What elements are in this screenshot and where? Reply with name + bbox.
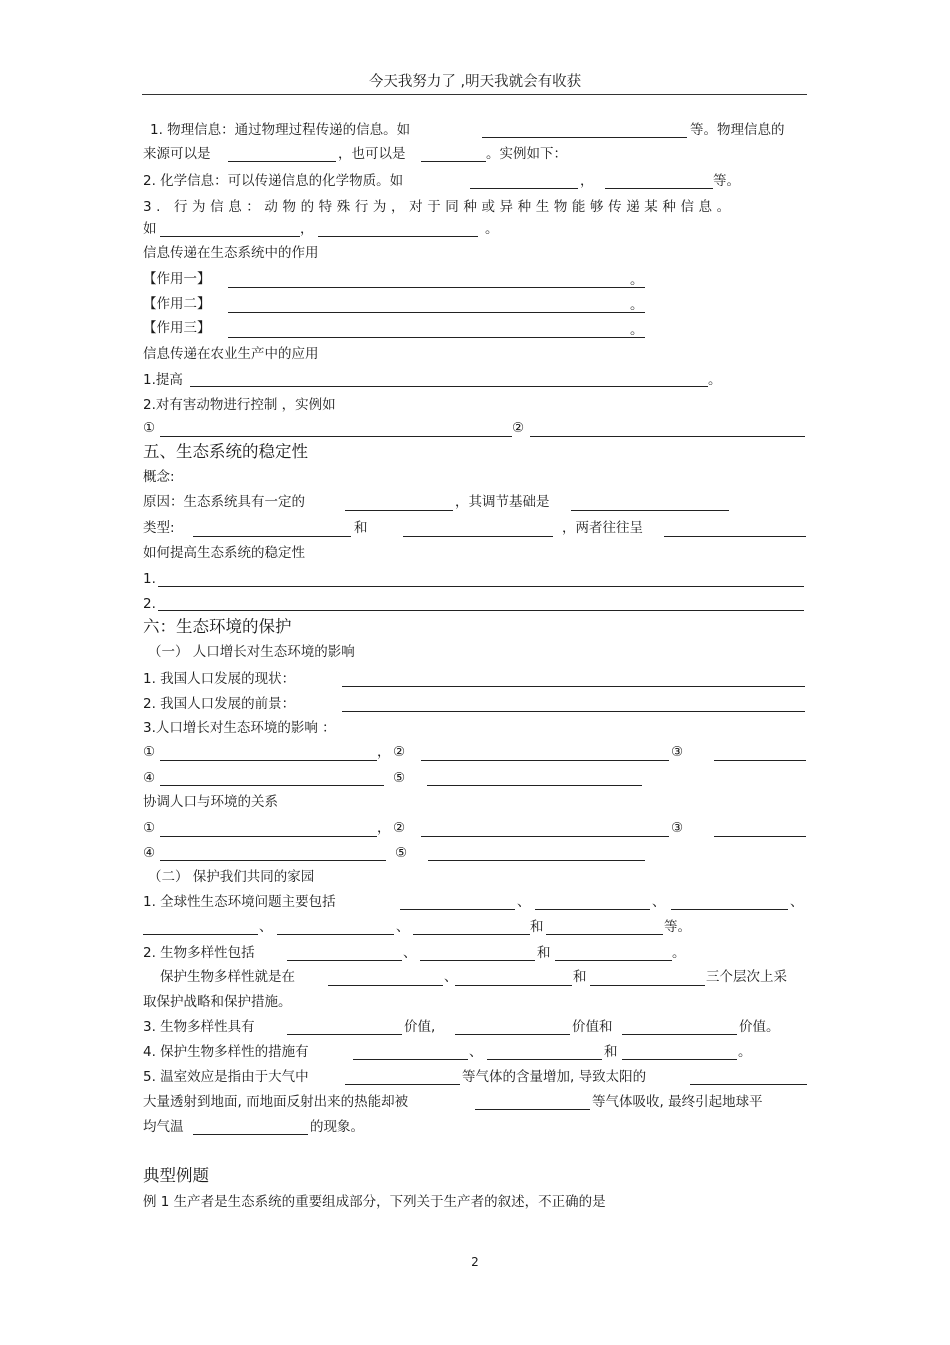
improve-title: 如何提高生态系统的稳定性: [143, 545, 305, 561]
circle-1: ①: [143, 744, 156, 760]
value-label: 3. 生物多样性具有: [143, 1019, 255, 1035]
blank[interactable]: [571, 510, 729, 511]
behavior-example-label: 如: [143, 221, 157, 237]
value-word: 价值,: [404, 1019, 436, 1035]
period: 。: [630, 297, 644, 313]
blank[interactable]: [530, 436, 805, 437]
blank[interactable]: [228, 312, 645, 313]
sep: 、: [444, 969, 458, 985]
blank[interactable]: [421, 161, 486, 162]
example-question-1: 例 1 生产者是生态系统的重要组成部分，下列关于生产者的叙述，不正确的是: [143, 1194, 606, 1210]
greenhouse-text-4: 等气体吸收, 最终引起地球平: [592, 1094, 763, 1110]
greenhouse-text-1: 5. 温室效应是指由于大气中: [143, 1069, 309, 1085]
blank[interactable]: [622, 1059, 737, 1060]
period: 。: [738, 1044, 752, 1060]
cause-label-2: ，其调节基础是: [455, 494, 550, 510]
physical-info-text-2: 等。物理信息的: [690, 122, 785, 138]
comma: ，: [377, 744, 391, 760]
circle-5: ⑤: [393, 770, 406, 786]
blank[interactable]: [690, 1084, 807, 1085]
blank[interactable]: [470, 188, 578, 189]
sep: 、: [259, 919, 273, 935]
blank[interactable]: [455, 985, 572, 986]
and-label: 和: [530, 919, 544, 935]
etc-label: 等。: [664, 919, 691, 935]
sep: 、: [396, 919, 410, 935]
blank[interactable]: [193, 1134, 308, 1135]
chemical-info-end: 等。: [713, 173, 740, 189]
num-1: 1.: [143, 571, 156, 587]
blank[interactable]: [160, 236, 300, 237]
greenhouse-text-5: 均气温: [143, 1119, 184, 1135]
role-1-label: 【作用一】: [143, 271, 211, 287]
section-heading-stability: 五、生态系统的稳定性: [143, 442, 308, 461]
blank[interactable]: [160, 436, 512, 437]
blank[interactable]: [228, 287, 645, 288]
blank[interactable]: [160, 836, 377, 837]
sep: 、: [652, 894, 666, 910]
role-2-label: 【作用二】: [143, 296, 211, 312]
role-title: 信息传递在生态系统中的作用: [143, 245, 319, 261]
blank[interactable]: [158, 586, 804, 587]
pop-prospect-label: 2. 我国人口发展的前景：: [143, 696, 296, 712]
physical-example-label: 。实例如下：: [486, 146, 567, 162]
circle-3: ③: [671, 820, 684, 836]
agri-title: 信息传递在农业生产中的应用: [143, 346, 319, 362]
circle-2: ②: [512, 420, 525, 436]
protect-levels-label-2: 三个层次上采: [706, 969, 787, 985]
blank[interactable]: [353, 1059, 468, 1060]
protect-levels-label: 保护生物多样性就是在: [160, 969, 295, 985]
blank[interactable]: [328, 985, 443, 986]
blank[interactable]: [487, 1059, 602, 1060]
blank[interactable]: [403, 536, 553, 537]
and-label: 和: [537, 945, 551, 961]
protect-levels-label-3: 取保护战略和保护措施。: [143, 994, 292, 1010]
physical-source-label-2: ，也可以是: [338, 146, 406, 162]
greenhouse-text-6: 的现象。: [310, 1119, 364, 1135]
example-heading: 典型例题: [143, 1166, 209, 1185]
measures-label: 4. 保护生物多样性的措施有: [143, 1044, 309, 1060]
blank[interactable]: [714, 760, 806, 761]
header-rule: [142, 94, 807, 95]
role-3-label: 【作用三】: [143, 320, 211, 336]
pop-impact-label: 3.人口增长对生态环境的影响 ：: [143, 720, 336, 736]
blank[interactable]: [143, 934, 258, 935]
physical-source-label: 来源可以是: [143, 146, 211, 162]
type-label-2: ，两者往往呈: [562, 520, 643, 536]
comma: ，: [300, 221, 314, 237]
comma: ，: [580, 173, 594, 189]
comma: ，: [377, 820, 391, 836]
blank[interactable]: [475, 1109, 590, 1110]
blank[interactable]: [482, 137, 687, 138]
pop-status-label: 1. 我国人口发展的现状：: [143, 671, 296, 687]
circle-1: ①: [143, 420, 156, 436]
period: 。: [630, 272, 644, 288]
agri-item-1: 1.提高: [143, 372, 183, 388]
and-label: 和: [573, 969, 587, 985]
biodiversity-label: 2. 生物多样性包括: [143, 945, 255, 961]
blank[interactable]: [287, 1034, 402, 1035]
blank[interactable]: [193, 536, 351, 537]
blank[interactable]: [605, 188, 713, 189]
global-issues-label: 1. 全球性生态环境问题主要包括: [143, 894, 336, 910]
sep: 、: [403, 945, 417, 961]
blank[interactable]: [421, 836, 669, 837]
sep: 、: [469, 1044, 483, 1060]
subsection-2: （二） 保护我们共同的家园: [148, 869, 315, 885]
period: 。: [485, 221, 499, 237]
blank[interactable]: [535, 909, 650, 910]
blank[interactable]: [158, 610, 804, 611]
sep: 、: [790, 894, 804, 910]
blank[interactable]: [555, 960, 672, 961]
blank[interactable]: [160, 760, 377, 761]
blank[interactable]: [455, 1034, 570, 1035]
blank[interactable]: [160, 785, 384, 786]
blank[interactable]: [318, 236, 478, 237]
value-end: 价值。: [739, 1019, 780, 1035]
period: 。: [630, 322, 644, 338]
blank[interactable]: [228, 161, 336, 162]
blank[interactable]: [160, 860, 386, 861]
blank[interactable]: [345, 1084, 460, 1085]
blank[interactable]: [421, 760, 669, 761]
coord-title: 协调人口与环境的关系: [143, 794, 278, 810]
greenhouse-text-2: 等气体的含量增加, 导致太阳的: [462, 1069, 647, 1085]
blank[interactable]: [664, 536, 806, 537]
blank[interactable]: [428, 860, 645, 861]
circle-2: ②: [393, 820, 406, 836]
blank[interactable]: [427, 785, 642, 786]
blank[interactable]: [671, 909, 788, 910]
physical-info-text: 1. 物理信息：通过物理过程传递的信息。如: [150, 122, 411, 138]
circle-2: ②: [393, 744, 406, 760]
blank[interactable]: [420, 960, 535, 961]
blank[interactable]: [413, 934, 530, 935]
and-label: 和: [604, 1044, 618, 1060]
page-header: 今天我努力了 ,明天我就会有收获: [368, 74, 582, 90]
circle-4: ④: [143, 770, 156, 786]
blank[interactable]: [622, 1034, 737, 1035]
chemical-info-text: 2. 化学信息：可以传递信息的化学物质。如: [143, 173, 404, 189]
blank[interactable]: [590, 985, 705, 986]
cause-label: 原因：生态系统具有一定的: [143, 494, 305, 510]
circle-1: ①: [143, 820, 156, 836]
type-label: 类型:: [143, 520, 175, 536]
period: 。: [672, 945, 686, 961]
num-2: 2.: [143, 596, 156, 612]
period: 。: [708, 372, 722, 388]
and-label: 和: [354, 520, 368, 536]
circle-3: ③: [671, 744, 684, 760]
value-and: 价值和: [572, 1019, 613, 1035]
blank[interactable]: [190, 386, 708, 387]
concept-label: 概念:: [143, 469, 175, 485]
greenhouse-text-3: 大量透射到地面, 而地面反射出来的热能却被: [143, 1094, 409, 1110]
behavior-info-text: 3. 行为信息：动物的特殊行为，对于同种或异种生物能够传递某种信息。: [143, 199, 735, 215]
blank[interactable]: [342, 686, 805, 687]
blank[interactable]: [342, 711, 805, 712]
agri-item-2: 2.对有害动物进行控制 ，实例如: [143, 397, 336, 413]
section-heading-protect: 六：生态环境的保护: [143, 617, 292, 636]
subsection-1: （一） 人口增长对生态环境的影响: [148, 644, 355, 660]
blank[interactable]: [400, 909, 515, 910]
sep: 、: [517, 894, 531, 910]
page-number: 2: [471, 1255, 479, 1269]
blank[interactable]: [277, 934, 394, 935]
blank[interactable]: [228, 337, 645, 338]
circle-5: ⑤: [395, 845, 408, 861]
blank[interactable]: [546, 934, 663, 935]
blank[interactable]: [287, 960, 402, 961]
blank[interactable]: [714, 836, 806, 837]
blank[interactable]: [345, 510, 453, 511]
circle-4: ④: [143, 845, 156, 861]
